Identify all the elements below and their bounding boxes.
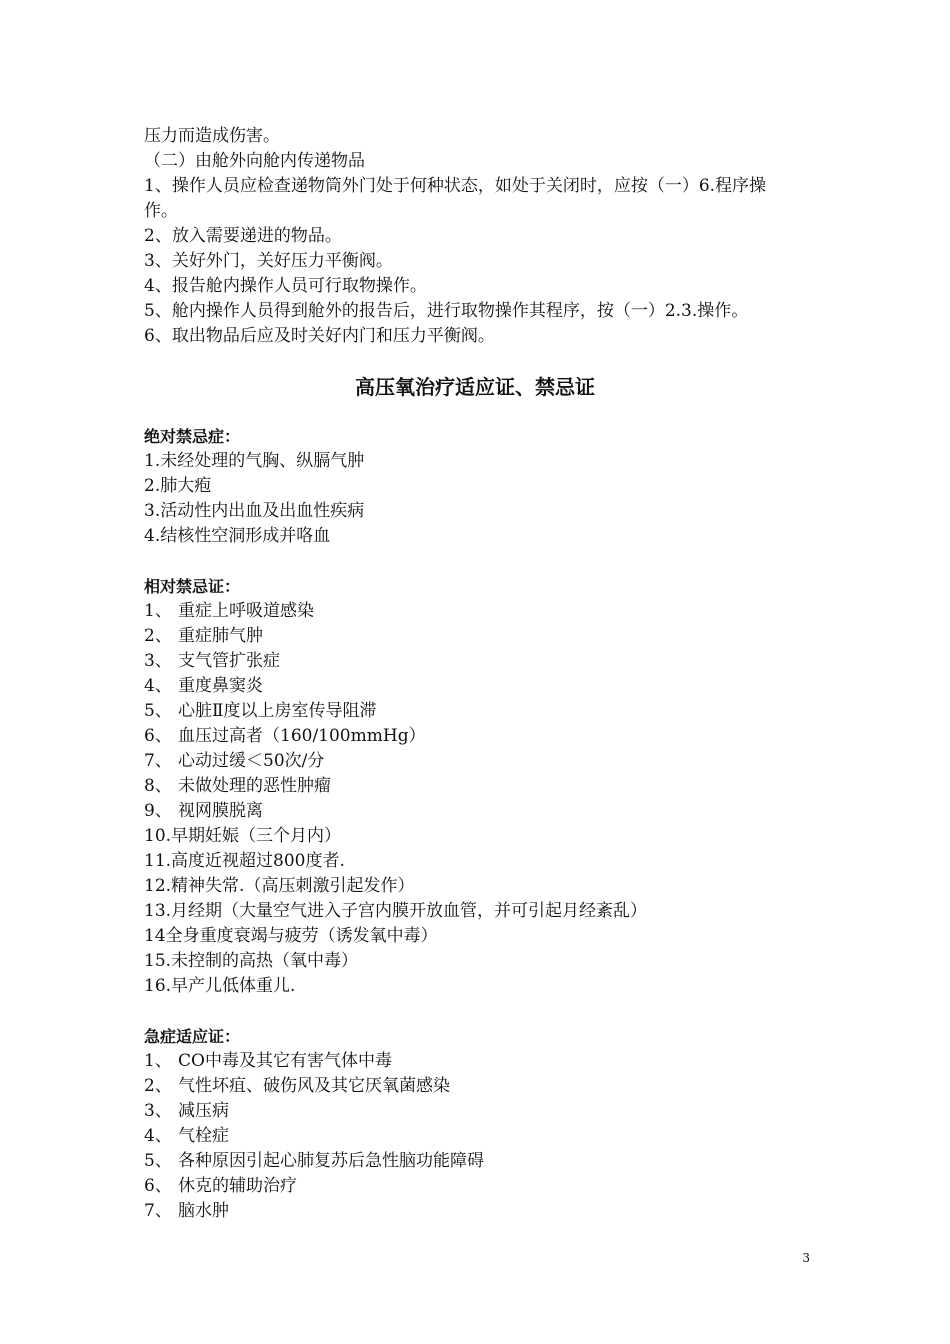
item-text: 减压病 [178,1101,229,1121]
item-number: 5、 [144,1151,172,1171]
item-text: 脑水肿 [178,1201,229,1221]
list-item [144,1099,824,1124]
list-item: 2.肺大疱 [144,476,212,496]
intro-item: 6、取出物品后应及时关好内门和压力平衡阀。 [144,326,495,346]
list-item: 16.早产儿低体重儿. [144,976,296,996]
contraindications-section [144,424,824,1224]
item-number: 1、 [144,601,172,621]
list-item [144,749,824,774]
item-text: 心脏Ⅱ度以上房室传导阻滞 [178,701,377,721]
intro-subheading: （二）由舱外向舱内传递物品 [144,151,365,171]
list-item [144,1199,824,1224]
item-text: 重症肺气肿 [178,626,263,646]
list-item [144,674,824,699]
list-item [144,1174,824,1199]
item-number: 6、 [144,1176,172,1196]
item-number: 3、 [144,651,172,671]
list-item [144,1124,824,1149]
list-item: 13.月经期（大量空气进入子宫内膜开放血管，并可引起月经紊乱） [144,901,648,921]
intro-item: 4、报告舱内操作人员可行取物操作。 [144,276,427,296]
intro-item: 5、舱内操作人员得到舱外的报告后，进行取物操作其程序，按（一）2.3.操作。 [144,301,749,321]
intro-line: 压力而造成伤害。 [144,126,280,146]
item-text: CO中毒及其它有害气体中毒 [178,1051,392,1071]
item-text: 视网膜脱离 [178,801,263,821]
list-item: 14全身重度衰竭与疲劳（诱发氧中毒） [144,926,438,946]
list-item: 4.结核性空洞形成并咯血 [144,526,331,546]
item-number: 4、 [144,676,172,696]
list-item [144,724,824,749]
section-title: 高压氧治疗适应证、禁忌证 [355,375,595,399]
relative-heading: 相对禁忌证： [144,577,241,596]
item-text: 气性坏疽、破伤风及其它厌氧菌感染 [178,1076,450,1096]
list-item [144,1074,824,1099]
item-text: 支气管扩张症 [178,651,280,671]
emergency-heading: 急症适应证： [144,1027,241,1046]
absolute-heading: 绝对禁忌症： [144,427,241,446]
list-item: 11.高度近视超过800度者. [144,851,345,871]
item-number: 2、 [144,626,172,646]
item-number: 2、 [144,1076,172,1096]
intro-item: 3、关好外门，关好压力平衡阀。 [144,251,393,271]
item-text: 重症上呼吸道感染 [178,601,314,621]
list-item [144,649,824,674]
item-text: 休克的辅助治疗 [178,1176,297,1196]
intro-item: 2、放入需要递进的物品。 [144,226,342,246]
list-item [144,774,824,799]
item-text: 未做处理的恶性肿瘤 [178,776,331,796]
item-number: 4、 [144,1126,172,1146]
list-item [144,1149,824,1174]
page-number: 3 [802,1251,810,1265]
list-item [144,599,824,624]
item-text: 各种原因引起心肺复苏后急性脑功能障碍 [178,1151,484,1171]
list-item [144,1049,824,1074]
list-item: 1.未经处理的气胸、纵膈气肿 [144,451,365,471]
item-number: 1、 [144,1051,172,1071]
item-number: 9、 [144,801,172,821]
list-item [144,799,824,824]
item-number: 7、 [144,751,172,771]
list-item: 10.早期妊娠（三个月内） [144,826,342,846]
list-item: 3.活动性内出血及出血性疾病 [144,501,365,521]
list-item [144,699,824,724]
list-item: 12.精神失常.（高压刺激引起发作） [144,876,415,896]
item-text: 气栓症 [178,1126,229,1146]
item-text: 心动过缓＜50次/分 [178,751,325,771]
intro-item: 1、操作人员应检查递物筒外门处于何种状态，如处于关闭时，应按（一）6.程序操 [144,176,767,196]
item-number: 5、 [144,701,172,721]
list-item [144,624,824,649]
item-number: 7、 [144,1201,172,1221]
item-text: 重度鼻窦炎 [178,676,263,696]
intro-section [144,124,824,349]
item-number: 8、 [144,776,172,796]
item-text: 血压过高者（160/100mmHg） [178,726,426,746]
item-number: 6、 [144,726,172,746]
list-item: 15.未控制的高热（氧中毒） [144,951,359,971]
intro-item-continued: 作。 [144,201,178,221]
item-number: 3、 [144,1101,172,1121]
